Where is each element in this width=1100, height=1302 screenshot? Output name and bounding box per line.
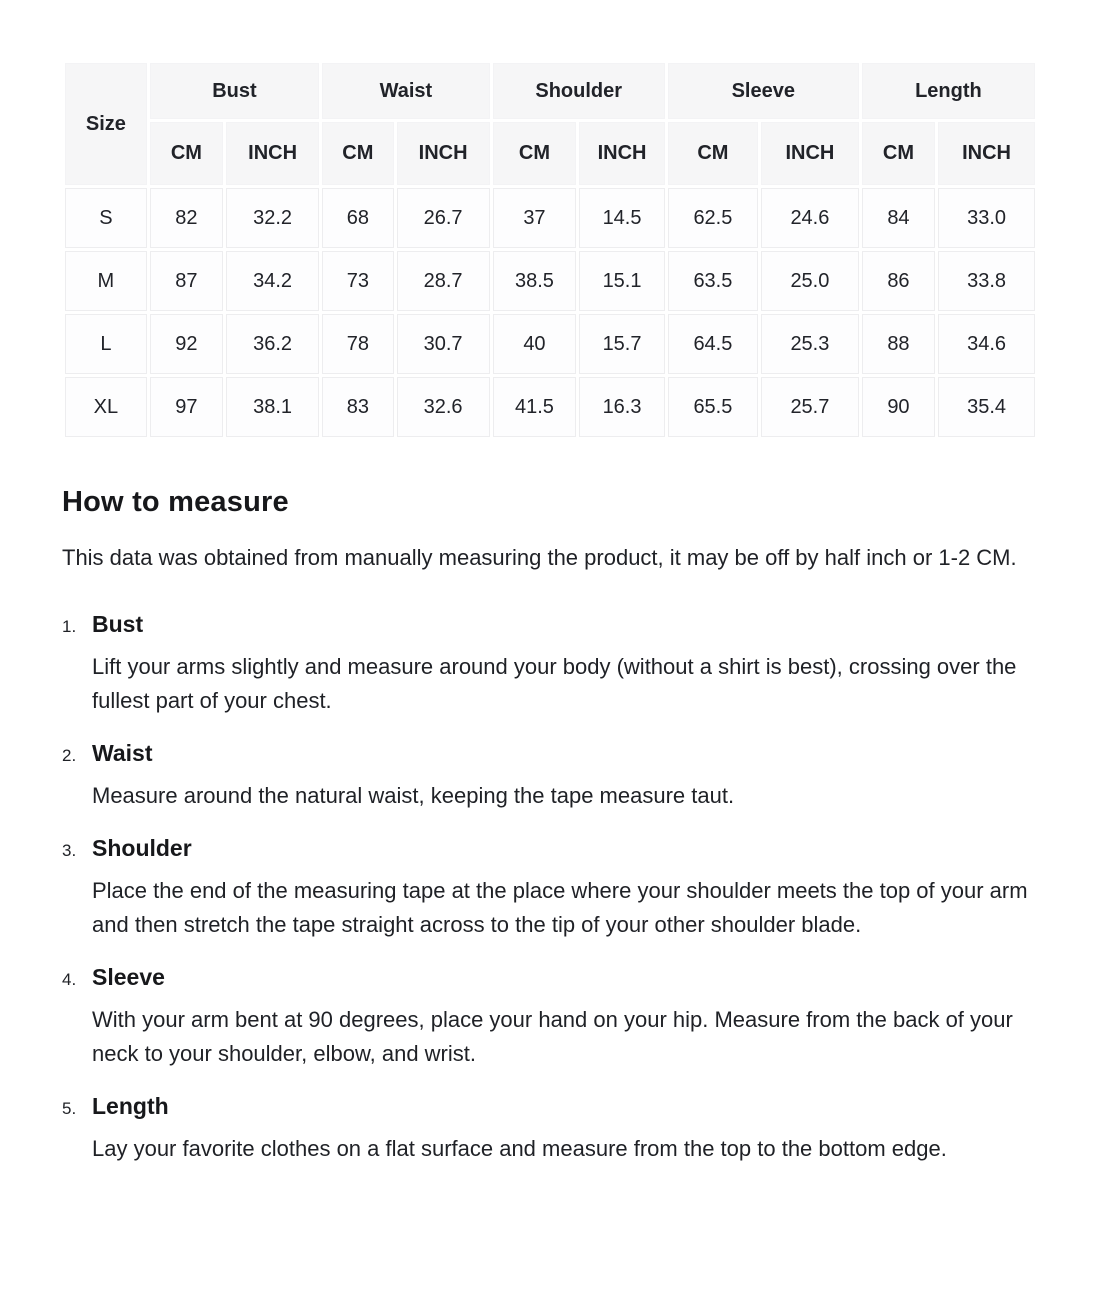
step-number: 5. [62, 1099, 77, 1118]
size-cell: S [65, 188, 147, 248]
value-cell: 30.7 [397, 314, 490, 374]
step-term: Sleeve [92, 964, 165, 990]
value-cell: 64.5 [668, 314, 758, 374]
value-cell: 32.6 [397, 377, 490, 437]
size-cell: L [65, 314, 147, 374]
value-cell: 63.5 [668, 251, 758, 311]
size-cell: M [65, 251, 147, 311]
table-row-m [65, 251, 1035, 311]
value-cell: 14.5 [579, 188, 665, 248]
unit-header-length-inch: INCH [938, 122, 1035, 185]
size-column-header: Size [65, 63, 147, 185]
group-header-shoulder: Shoulder [493, 63, 665, 119]
value-cell: 25.7 [761, 377, 859, 437]
step-description: With your arm bent at 90 degrees, place your hand on your hip. Measure from the back of your neck to your shoulder, elbow, and wrist. [92, 1007, 1013, 1066]
value-cell: 32.2 [226, 188, 319, 248]
value-cell: 36.2 [226, 314, 319, 374]
step-number: 4. [62, 970, 77, 989]
unit-header-length-cm: CM [862, 122, 935, 185]
value-cell: 33.8 [938, 251, 1035, 311]
group-header-waist: Waist [322, 63, 489, 119]
table-row-xl [65, 377, 1035, 437]
unit-header-waist-cm: CM [322, 122, 393, 185]
value-cell: 73 [322, 251, 393, 311]
unit-header-waist-inch: INCH [397, 122, 490, 185]
value-cell: 15.1 [579, 251, 665, 311]
list-item-bust [62, 611, 1038, 718]
step-term: Length [92, 1093, 169, 1119]
value-cell: 83 [322, 377, 393, 437]
step-description: Lay your favorite clothes on a flat surface and measure from the top to the bottom edge. [92, 1136, 947, 1161]
step-header [62, 611, 1038, 638]
step-header [62, 964, 1038, 991]
value-cell: 38.5 [493, 251, 577, 311]
group-header-length: Length [862, 63, 1035, 119]
value-cell: 41.5 [493, 377, 577, 437]
step-header [62, 1093, 1038, 1120]
value-cell: 28.7 [397, 251, 490, 311]
unit-header-sleeve-inch: INCH [761, 122, 859, 185]
value-cell: 16.3 [579, 377, 665, 437]
value-cell: 78 [322, 314, 393, 374]
list-item-length [62, 1093, 1038, 1166]
value-cell: 97 [150, 377, 223, 437]
value-cell: 68 [322, 188, 393, 248]
step-term: Shoulder [92, 835, 192, 861]
step-header [62, 835, 1038, 862]
list-item-shoulder [62, 835, 1038, 942]
value-cell: 82 [150, 188, 223, 248]
value-cell: 34.6 [938, 314, 1035, 374]
step-number: 1. [62, 617, 77, 636]
value-cell: 33.0 [938, 188, 1035, 248]
step-header [62, 740, 1038, 767]
table-row-s [65, 188, 1035, 248]
value-cell: 26.7 [397, 188, 490, 248]
step-term: Waist [92, 740, 153, 766]
value-cell: 34.2 [226, 251, 319, 311]
value-cell: 92 [150, 314, 223, 374]
value-cell: 40 [493, 314, 577, 374]
unit-header-sleeve-cm: CM [668, 122, 758, 185]
step-description: Place the end of the measuring tape at the place where your shoulder meets the top of your arm and then stretch the tape straight across to the tip of your other shoulder blade. [92, 878, 1028, 937]
step-description: Lift your arms slightly and measure around your body (without a shirt is best), crossing over the fullest part of your chest. [92, 654, 1017, 713]
measure-steps-list [62, 611, 1038, 1166]
size-cell: XL [65, 377, 147, 437]
value-cell: 86 [862, 251, 935, 311]
list-item-waist [62, 740, 1038, 813]
unit-header-shoulder-inch: INCH [579, 122, 665, 185]
how-to-measure-title: How to measure [62, 486, 289, 518]
value-cell: 38.1 [226, 377, 319, 437]
step-number: 3. [62, 841, 77, 860]
table-row-l [65, 314, 1035, 374]
value-cell: 24.6 [761, 188, 859, 248]
table-unit-header-row [65, 122, 1035, 185]
value-cell: 90 [862, 377, 935, 437]
how-to-measure-intro: This data was obtained from manually measuring the product, it may be off by half inch or 1-2 CM. [62, 545, 1017, 570]
value-cell: 88 [862, 314, 935, 374]
group-header-sleeve: Sleeve [668, 63, 859, 119]
value-cell: 35.4 [938, 377, 1035, 437]
table-group-header-row [65, 63, 1035, 119]
value-cell: 84 [862, 188, 935, 248]
list-item-sleeve [62, 964, 1038, 1071]
value-cell: 25.0 [761, 251, 859, 311]
value-cell: 37 [493, 188, 577, 248]
unit-header-bust-inch: INCH [226, 122, 319, 185]
step-term: Bust [92, 611, 144, 637]
value-cell: 65.5 [668, 377, 758, 437]
step-description: Measure around the natural waist, keeping the tape measure taut. [92, 783, 735, 808]
value-cell: 15.7 [579, 314, 665, 374]
unit-header-shoulder-cm: CM [493, 122, 577, 185]
value-cell: 25.3 [761, 314, 859, 374]
value-cell: 62.5 [668, 188, 758, 248]
value-cell: 87 [150, 251, 223, 311]
group-header-bust: Bust [150, 63, 319, 119]
unit-header-bust-cm: CM [150, 122, 223, 185]
step-number: 2. [62, 746, 77, 765]
size-chart-table [62, 60, 1038, 440]
